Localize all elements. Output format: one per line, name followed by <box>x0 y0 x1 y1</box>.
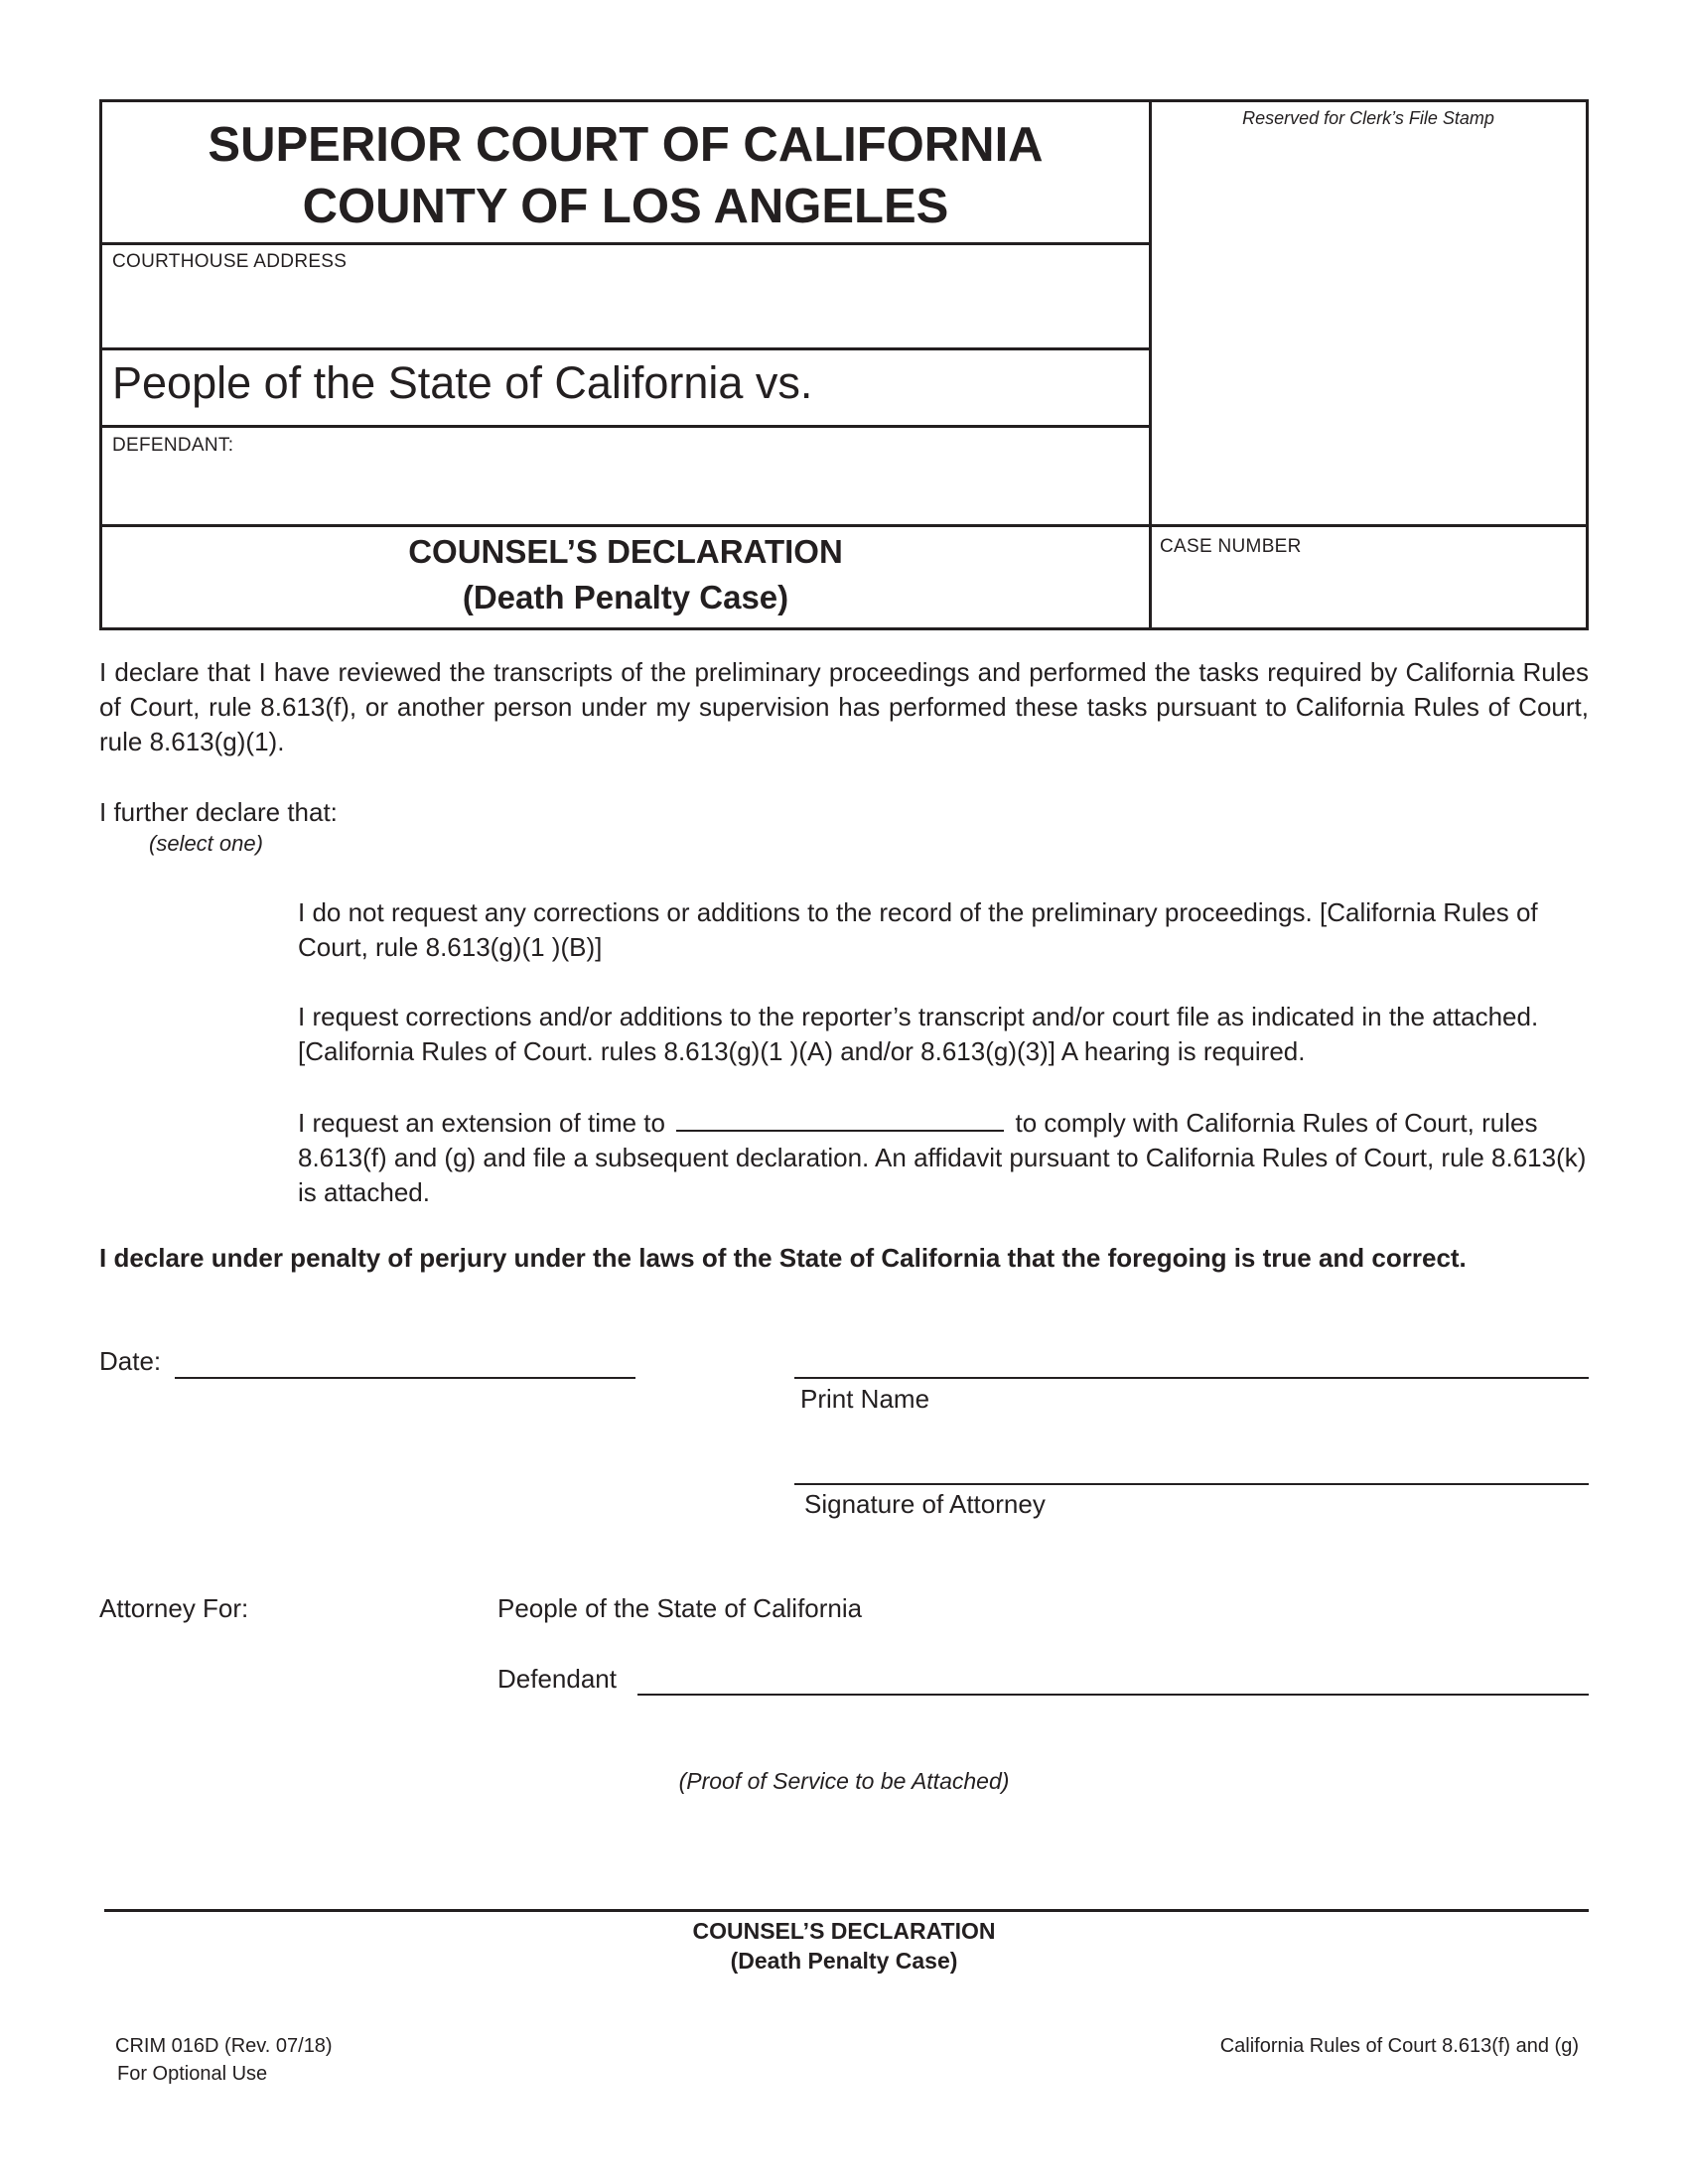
option-request-corrections[interactable] <box>298 1000 1589 1069</box>
footer-title-line1: COUNSEL’S DECLARATION <box>692 1918 996 1944</box>
divider-court-address <box>102 242 1149 245</box>
proof-of-service-note: (Proof of Service to be Attached) <box>678 1768 1010 1794</box>
case-number-field[interactable] <box>1157 561 1579 622</box>
penalty-of-perjury-statement: I declare under penalty of perjury under the laws of the State of California that the foregoing is true and correct. <box>99 1243 1467 1273</box>
document-title-line2: (Death Penalty Case) <box>462 579 789 615</box>
footer-title-line2: (Death Penalty Case) <box>730 1948 958 1974</box>
option-no-corrections-text: I do not request any corrections or additions to the record of the preliminary proceedings. [California Rules of Court, rule 8.613(g)(1 )(B)] <box>298 897 1538 962</box>
document-title-line1: COUNSEL’S DECLARATION <box>408 533 843 570</box>
defendant-name-field[interactable] <box>637 1694 1589 1696</box>
option-no-corrections[interactable] <box>298 895 1589 965</box>
courthouse-address-label: COURTHOUSE ADDRESS <box>112 251 348 272</box>
extension-date-field[interactable] <box>676 1104 1004 1132</box>
rules-reference: California Rules of Court 8.613(f) and (g) <box>1219 2035 1579 2057</box>
divider-address-people <box>102 347 1149 350</box>
signature-label: Signature of Attorney <box>804 1489 1046 1519</box>
court-name <box>102 114 1149 237</box>
divider-people-defendant <box>102 425 1149 428</box>
defendant-label: DEFENDANT: <box>112 435 234 456</box>
option-request-corrections-text: I request corrections and/or additions to the reporter’s transcript and/or court file as indicated in the attached. [California Rules of Court. rules 8.613(g)(1 )(A) and/or 8.613(g)(3)] A hearing is required. <box>298 1002 1539 1066</box>
intro-paragraph: I declare that I have reviewed the transcripts of the preliminary proceedings and performed the tasks required by California Rules of Court, rule 8.613(f), or another person under my supervision has performed these tasks pursuant to California Rules of Court, rule 8.613(g)(1). <box>99 657 1589 756</box>
date-label: Date: <box>99 1346 162 1376</box>
divider-title-row <box>102 524 1586 527</box>
date-field[interactable] <box>175 1377 635 1379</box>
court-name-line1: SUPERIOR COURT OF CALIFORNIA <box>208 118 1044 172</box>
courthouse-address-field[interactable] <box>107 276 1140 341</box>
form-number: CRIM 016D (Rev. 07/18) <box>115 2035 333 2057</box>
optional-use-note: For Optional Use <box>117 2063 268 2085</box>
print-name-label: Print Name <box>800 1384 930 1414</box>
option-extension-text-1: I request an extension of time to <box>298 1108 665 1138</box>
caption-vertical-divider <box>1149 102 1152 627</box>
footer-title <box>0 1916 1688 1976</box>
further-declare: I further declare that: <box>99 797 338 827</box>
defendant-field[interactable] <box>107 460 1140 519</box>
option-extension-text-2: to comply with California Rules of Court, rules 8.613(f) and (g) and file a subsequent declaration. An affidavit pursuant to California Rules of Court, rule 8.613(k) is attached. <box>298 1108 1587 1207</box>
clerk-file-stamp-label: Reserved for Clerk’s File Stamp <box>1242 108 1494 128</box>
document-title <box>102 529 1149 620</box>
select-one-hint: (select one) <box>149 831 263 856</box>
caption-box <box>99 99 1589 630</box>
attorney-for-people[interactable]: People of the State of California <box>497 1593 863 1623</box>
signature-field[interactable] <box>794 1483 1589 1485</box>
court-name-line2: COUNTY OF LOS ANGELES <box>302 180 949 233</box>
attorney-for-label: Attorney For: <box>99 1593 249 1623</box>
footer-rule <box>104 1909 1589 1912</box>
case-number-label: CASE NUMBER <box>1160 536 1302 557</box>
people-vs-heading: People of the State of California vs. <box>112 357 813 408</box>
attorney-for-defendant[interactable]: Defendant <box>497 1664 617 1694</box>
option-extension[interactable] <box>298 1104 1589 1210</box>
print-name-field[interactable] <box>794 1377 1589 1379</box>
